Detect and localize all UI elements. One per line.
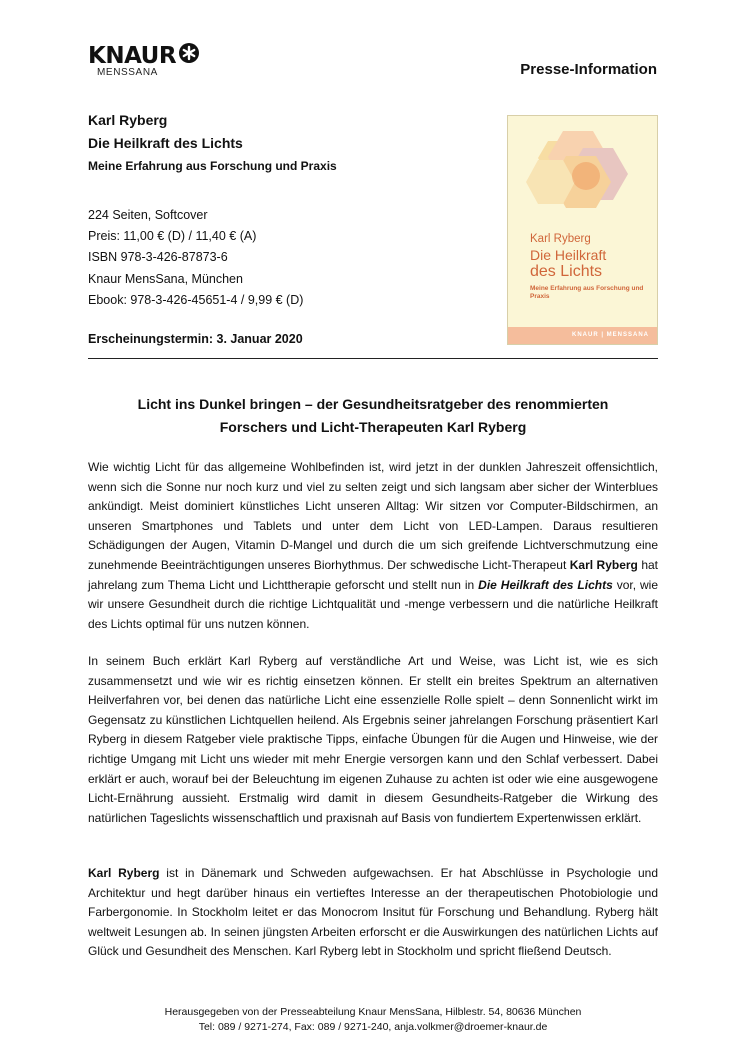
paragraph-book: In seinem Buch erklärt Karl Ryberg auf verständliche Art und Weise, was Licht ist, wie es sich zusammensetzt und wie wir es richtig einsetzen können. Er stellt ein breites Spektrum an alternativen Heilverfahren vor, bei denen das natürliche Licht eine essenzielle Rolle spielt – denn Sonnenlicht wirkt im Gegensatz zu künstlichen Lichtquellen heilend. Als Ergebnis seiner jahrelangen Forschung präsentiert Karl Ryberg in diesem Ratgeber viele praktische Tipps, einfache Übungen für die Augen und Hinweise, wie der richtige Umgang mit Licht uns wieder mit mehr Energie versorgen kann und den Schlaf verbessert. Dabei erklärt er auch, worauf bei der Beleuchtung im eigenen Zuhause zu achten ist oder wie eine ausgewogene Licht-Ernährung aussieht. Erstmalig wird damit in diesem Gesundheits-Ratgeber die Wirkung des natürlichen Tageslichts wissenschaftlich und praxisnah auf Basis von fundiertem Expertenwissen erklärt. [88,654,658,825]
p1-text-b: hat jahrelang zum Thema Licht und Lichttherapie geforscht und stellt nun in [88,557,659,592]
paragraph-intro [88,458,658,634]
publisher-logo [88,42,200,78]
logo-wordmark: KNAUR [88,42,177,69]
cover-hexagon-art [508,116,658,345]
cover-author: Karl Ryberg [530,233,591,245]
footer-address: Herausgegeben von der Presseabteilung Knaur MensSana, Hilblestr. 54, 80636 München [164,1006,582,1018]
paragraph-author-bio [88,864,658,962]
p3-text: ist in Dänemark und Schweden aufgewachsen. Er hat Abschlüsse in Psychologie und Architektur und hegt darüber hinaus ein vertieftes Interesse an der therapeutischen Photobiologie und Farbergonomie. In Stockholm leitet er das Monocrom Insitut für Forschung und Behandlung. Ryberg hält weltweit Lesungen ab. In seinen jüngsten Arbeiten erforscht er die Auswirkungen des natürlichen Lichts auf Glück und Gesundheit des Menschen. Karl Ryberg lebt in Stockholm und spricht fließend Deutsch. [88,866,659,959]
release-date: Erscheinungstermin: 3. Januar 2020 [88,332,303,346]
cover-title-line1: Die Heilkraft [530,247,607,263]
book-cover-image [507,115,658,345]
detail-pages: 224 Seiten, Softcover [88,208,208,222]
book-subtitle: Meine Erfahrung aus Forschung und Praxis [88,159,337,173]
press-headline [88,393,658,439]
divider [88,358,658,359]
book-details [88,205,303,311]
footer-contact: Tel: 089 / 9271-274, Fax: 089 / 9271-240, anja.volkmer@droemer-knaur.de [198,1021,548,1033]
book-author: Karl Ryberg [88,112,168,128]
footer [88,1005,658,1035]
cover-brand: KNAUR | MENSSANA [571,332,649,338]
p1-text-c: vor, wie wir unsere Gesundheit durch die richtige Lichtqualität und -menge verbessern und die natürliche Heilkraft des Lichts optimal für uns nutzen können. [88,577,659,631]
detail-ebook: Ebook: 978-3-426-45651-4 / 9,99 € (D) [88,292,304,307]
p1-author-name: Karl Ryberg [569,557,638,572]
detail-price: Preis: 11,00 € (D) / 11,40 € (A) [88,229,257,244]
p3-author-name: Karl Ryberg [88,866,160,880]
cover-title-line2: des Lichts [530,263,603,280]
document-type: Presse-Information [520,61,657,78]
p1-book-title: Die Heilkraft des Lichts [478,577,613,592]
detail-isbn: ISBN 978-3-426-87873-6 [88,250,228,265]
book-title: Die Heilkraft des Lichts [88,135,243,151]
headline-line2: Forschers und Licht-Therapeuten Karl Ryberg [219,419,527,435]
cover-subtitle: Meine Erfahrung aus Forschung und Praxis [530,285,644,300]
detail-publisher: Knaur MensSana, München [88,271,243,286]
star-circle-icon [178,42,200,69]
headline-line1: Licht ins Dunkel bringen – der Gesundheitsratgeber des renommierten [137,396,609,412]
p1-text-a: Wie wichtig Licht für das allgemeine Wohlbefinden ist, wird jetzt in der dunklen Jahreszeit offensichtlich, wenn sich die Sonne nur noch kurz und viel zu selten zeigt und sich langsam aber sicher der Winterblues ankündigt. Meist dominiert künstliches Licht unseren Alltag: Wir sitzen vor Computer-Bildschirmen, an unseren Smartphones und Tablets und unter dem Licht von LED-Lampen. Daraus resultieren Schädigungen der Augen, Vitamin D-Mangel und durch die um sich greifende Lichtverschmutzung eine zunehmende Beeinträchtigungen unseres Biorhythmus. Der schwedische Licht-Therapeut [88,460,658,572]
logo-subbrand: MENSSANA [97,67,158,78]
